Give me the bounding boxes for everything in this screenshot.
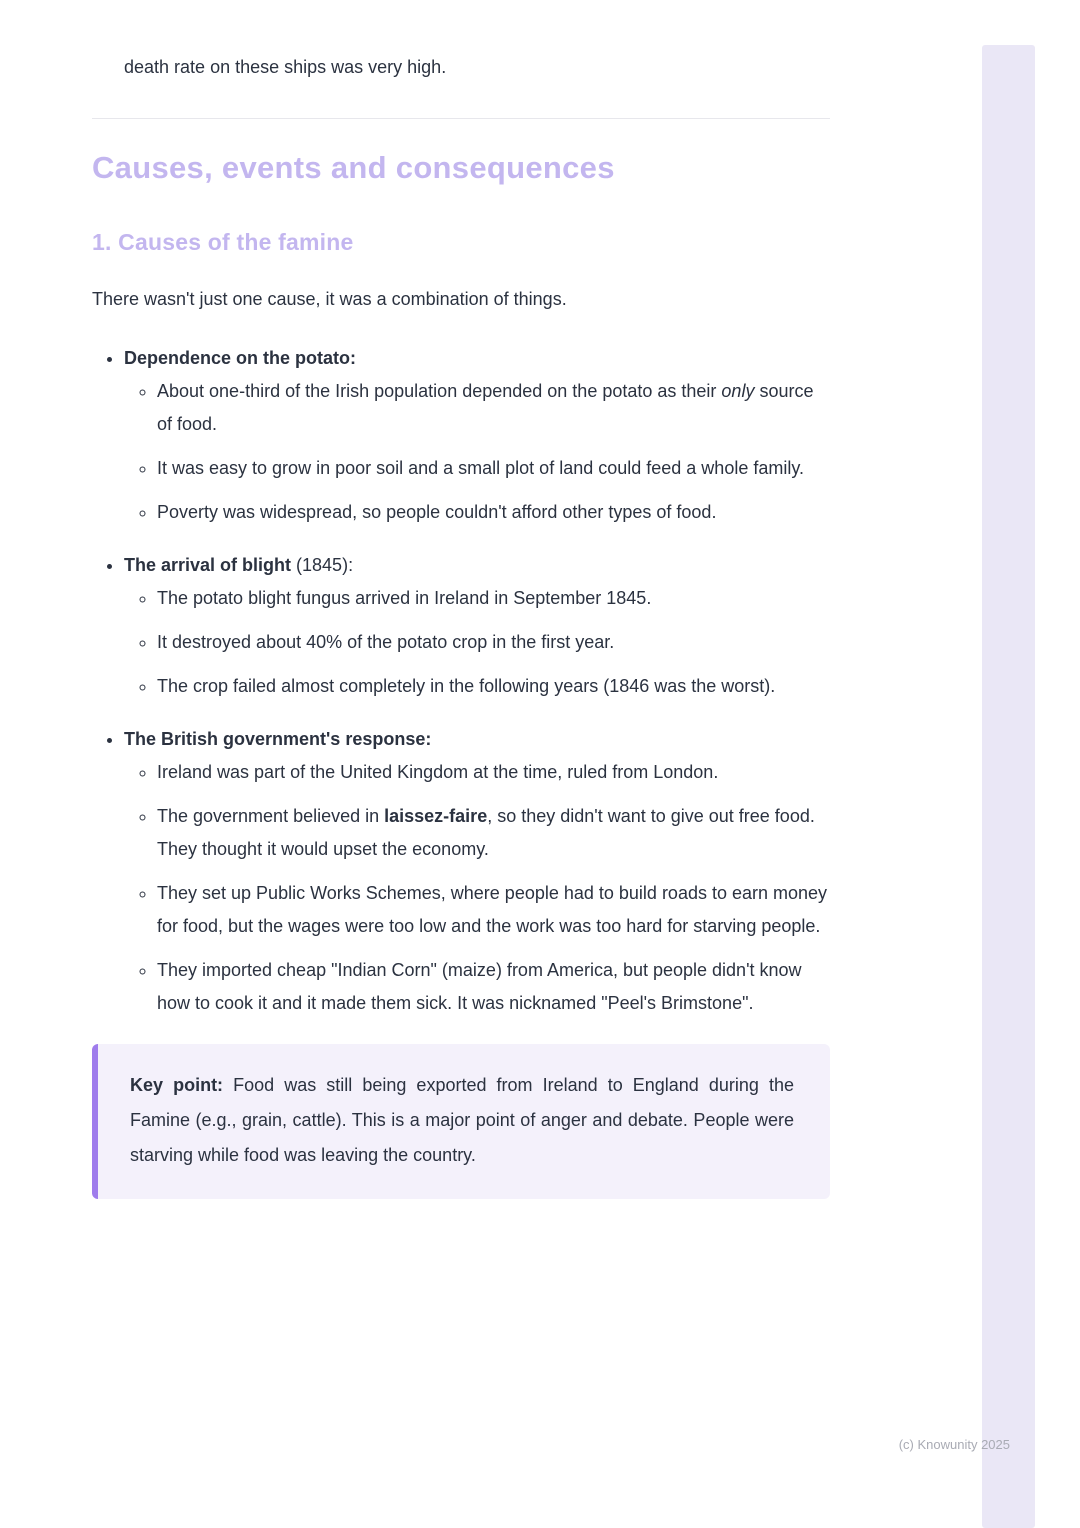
causes-list: [92, 342, 830, 1020]
key-point-box: [92, 1044, 830, 1199]
cause-group-title: • The British government's response:: [124, 729, 432, 749]
key-point-text: Key point: Food was still being exported from Ireland to England during the Famine (e.g., grain, cattle). This is a major point of anger and debate. People were starving while food was leaving the country.: [130, 1075, 794, 1165]
section-divider: [92, 118, 830, 119]
cause-detail-item: ◦ The crop failed almost completely in the following years (1846 was the worst).: [157, 670, 830, 703]
cause-detail-item: ◦ It was easy to grow in poor soil and a small plot of land could feed a whole family.: [157, 452, 830, 485]
subsection-title: 1. Causes of the famine: [92, 229, 354, 255]
cause-detail-list: [124, 582, 830, 703]
cause-detail-list: [124, 756, 830, 1020]
cause-group: [124, 723, 830, 1020]
cause-detail-item: ◦ Poverty was widespread, so people couldn't afford other types of food.: [157, 496, 830, 529]
cause-detail-item: ◦ They set up Public Works Schemes, where people had to build roads to earn money for food, but the wages were too low and the work was too hard for starving people.: [157, 877, 830, 943]
cause-group-title: • The arrival of blight (1845):: [124, 555, 354, 575]
cause-detail-item: ◦ They imported cheap "Indian Corn" (maize) from America, but people didn't know how to cook it and it made them sick. It was nicknamed "Peel's Brimstone".: [157, 954, 830, 1020]
cause-detail-item: ◦ Ireland was part of the United Kingdom at the time, ruled from London.: [157, 756, 830, 789]
cause-detail-list: [124, 375, 830, 529]
cause-group-title: • Dependence on the potato:: [124, 348, 357, 368]
intro-text: death rate on these ships was very high.: [124, 57, 447, 77]
document-content: [92, 0, 830, 1199]
cause-detail-item: ◦ About one-third of the Irish population depended on the potato as their only source of food.: [157, 375, 830, 441]
section-title: Causes, events and consequences: [92, 150, 615, 185]
cause-detail-item: ◦ The government believed in laissez-faire, so they didn't want to give out free food. They thought it would upset the economy.: [157, 800, 830, 866]
cause-group: [124, 549, 830, 703]
cause-detail-item: ◦ It destroyed about 40% of the potato crop in the first year.: [157, 626, 830, 659]
copyright-footer: (c) Knowunity 2025: [898, 1437, 1010, 1452]
lead-paragraph: There wasn't just one cause, it was a combination of things.: [92, 289, 567, 309]
cause-detail-item: ◦ The potato blight fungus arrived in Ireland in September 1845.: [157, 582, 830, 615]
scrollbar-track[interactable]: [982, 45, 1035, 1528]
cause-group: [124, 342, 830, 529]
